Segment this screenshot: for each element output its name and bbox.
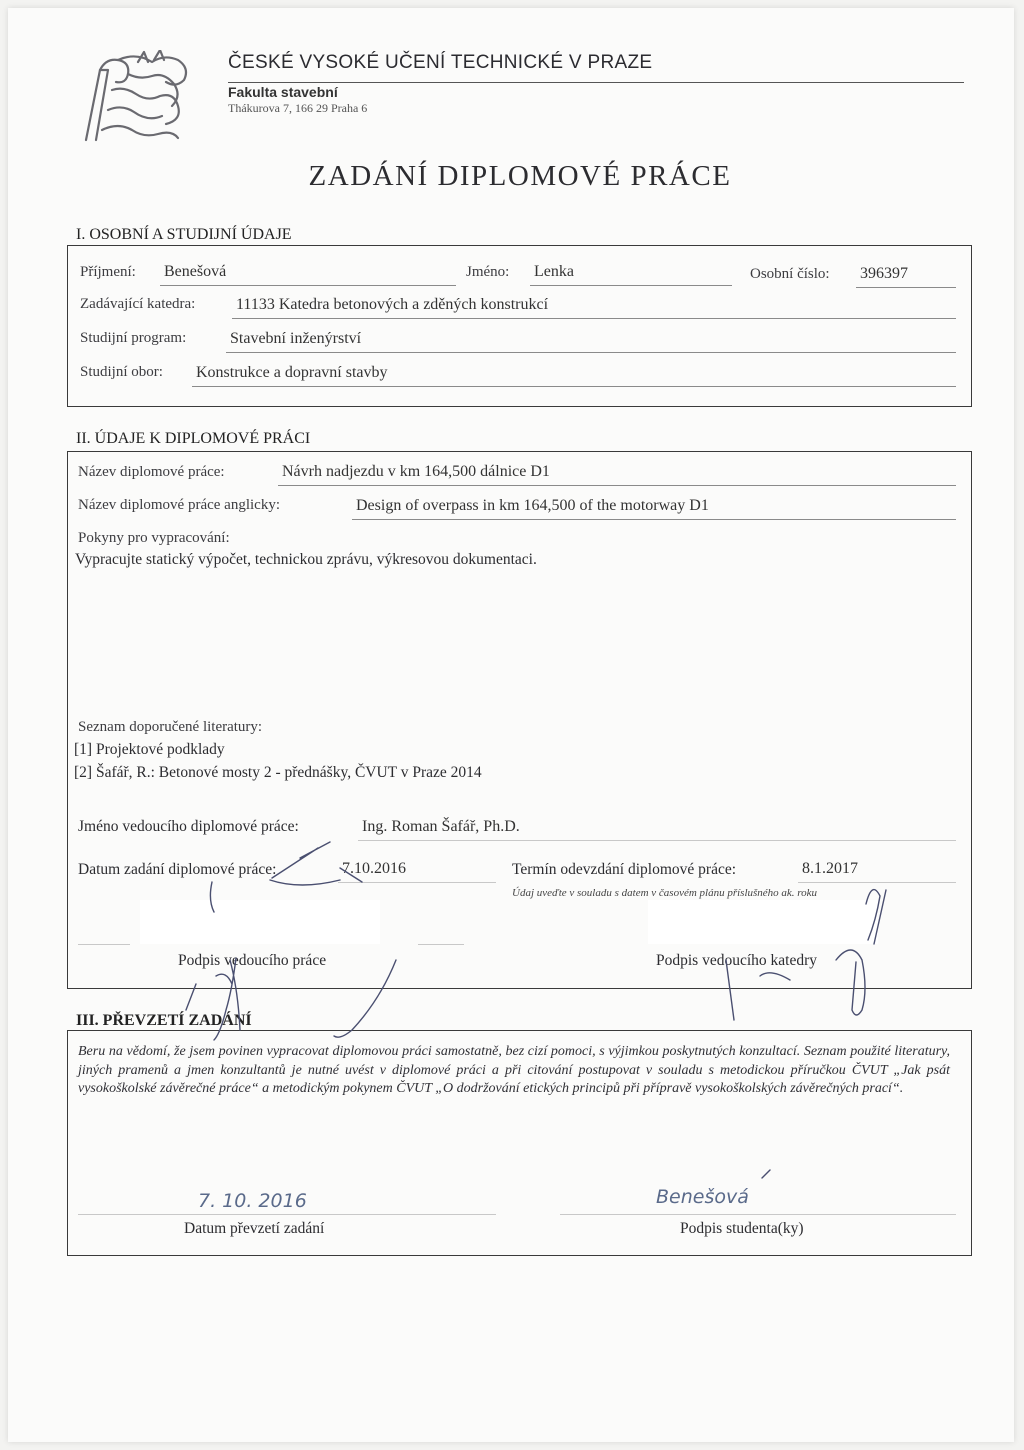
thesis-title-en-label: Název diplomové práce anglicky: [78,497,281,513]
university-name: ČESKÉ VYSOKÉ UČENÍ TECHNICKÉ V PRAZE [228,52,653,73]
literature-label: Seznam doporučené literatury: [78,719,263,735]
thesis-title-underline [278,485,956,486]
literature-item: [2] Šafář, R.: Betonové mosty 2 - přednášky, ČVUT v Praze 2014 [74,764,482,781]
faculty-name: Fakulta stavební [228,84,338,100]
program-value: Stavební inženýrství [230,330,362,347]
department-label: Zadávající katedra: [80,296,196,312]
supervisor-underline [358,840,956,841]
thesis-title-en-underline [352,519,956,520]
section-1-heading: I. OSOBNÍ A STUDIJNÍ ÚDAJE [76,226,292,243]
receipt-date-label: Datum převzetí zadání [184,1220,325,1237]
section-2-heading: II. ÚDAJE K DIPLOMOVÉ PRÁCI [76,430,311,447]
field-underline [192,386,956,387]
personal-number-underline [856,287,956,288]
deadline-value: 8.1.2017 [802,860,858,877]
faculty-address: Thákurova 7, 166 29 Praha 6 [228,101,368,115]
signature-underline [560,1214,956,1215]
instructions-label: Pokyny pro vypracování: [78,530,230,546]
document-title: ZADÁNÍ DIPLOMOVÉ PRÁCE [308,160,732,192]
assignment-date-value: 7.10.2016 [342,860,406,877]
signature-line [78,944,130,945]
instructions-text: Vypracujte statický výpočet, technickou zprávu, výkresovou dokumentaci. [75,551,537,568]
program-label: Studijní program: [80,330,187,346]
deadline-label: Termín odevzdání diplomové práce: [512,861,737,878]
field-value: Konstrukce a dopravní stavby [196,364,388,381]
assignment-date-label: Datum zadání diplomové práce: [78,861,277,878]
deadline-underline [798,882,956,883]
surname-underline [160,285,456,286]
personal-number-value: 396397 [860,265,908,282]
supervisor-label: Jméno vedoucího diplomové práce: [78,818,299,835]
redacted-stamp [140,900,380,944]
literature-item: [1] Projektové podklady [74,741,225,758]
signature-line [418,944,464,945]
handwritten-date: 7. 10. 2016 [198,1190,307,1212]
student-signature: Benešová [656,1186,749,1208]
supervisor-signature-label: Podpis vedoucího práce [178,952,327,969]
thesis-title-value: Návrh nadjezdu v km 164,500 dálnice D1 [282,463,550,480]
redacted-stamp [648,900,878,944]
head-signature-label: Podpis vedoucího katedry [656,952,818,969]
section-3-heading: III. PŘEVZETÍ ZADÁNÍ [76,1012,252,1029]
thesis-title-label: Název diplomové práce: [78,464,225,480]
program-underline [226,352,956,353]
header-rule [228,82,964,83]
field-label: Studijní obor: [80,364,163,380]
ctu-lion-logo [78,50,196,145]
first-name-label: Jméno: [466,264,510,280]
department-value: 11133 Katedra betonových a zděných konstrukcí [236,296,549,313]
first-name-value: Lenka [534,263,574,280]
surname-value: Benešová [164,263,227,280]
first-name-underline [530,285,732,286]
assignment-date-underline [338,882,496,883]
department-underline [232,318,956,319]
personal-number-label: Osobní číslo: [750,266,830,282]
deadline-note: Údaj uveďte v souladu s datem v časovém plánu příslušného ak. roku [512,887,818,899]
date-underline [78,1214,496,1215]
supervisor-value: Ing. Roman Šafář, Ph.D. [362,818,520,835]
thesis-title-en-value: Design of overpass in km 164,500 of the motorway D1 [356,497,709,514]
surname-label: Příjmení: [80,264,136,280]
student-signature-label: Podpis studenta(ky) [680,1220,804,1237]
acknowledgement-text: Beru na vědomí, že jsem povinen vypracovat diplomovou práci samostatně, bez cizí pomoci, s výjimkou poskytnutých konzultací. Seznam použité literatury, jiných pramenů a jmen konzultantů je nutné uvést v diplomové práci a při citování postupovat v souladu s metodickou příručkou ČVUT „Jak psát vysokoškolské závěrečné práce“ a metodickým pokynem ČVUT „O dodržování etických principů při přípravě vysokoškolských závěrečných prací“. [78,1044,950,1097]
